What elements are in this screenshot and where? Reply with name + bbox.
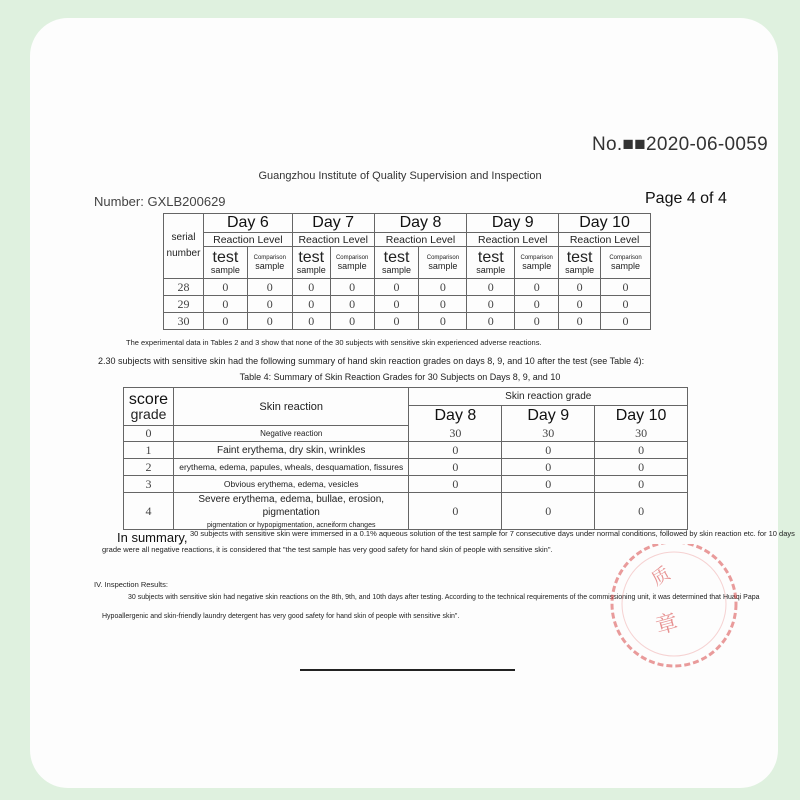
reaction-cell: Faint erythema, dry skin, wrinkles	[173, 442, 409, 459]
value-cell: 0	[292, 279, 330, 296]
reaction-level-header: Reaction Level	[467, 233, 559, 247]
serial-number-header	[164, 214, 204, 279]
value-cell: 0	[247, 296, 292, 313]
sample-label: sample	[565, 265, 595, 275]
sample-label: sample	[476, 265, 506, 275]
comparison-label: Comparison	[335, 254, 369, 261]
grade-cell: 3	[124, 476, 174, 493]
skin-reaction-grade-header: Skin reaction grade	[409, 388, 688, 406]
day-header: Day 7	[292, 214, 374, 233]
reaction-cell: erythema, edema, papules, wheals, desquamation, fissures	[173, 459, 409, 476]
value-cell: 0	[467, 279, 515, 296]
stamp-character: 质	[648, 563, 675, 591]
table-row	[164, 296, 651, 313]
test-sample-header	[467, 247, 515, 279]
value-cell: 0	[203, 296, 247, 313]
day-header: Day 9	[467, 214, 559, 233]
institute-name: Guangzhou Institute of Quality Supervision and Inspection	[258, 170, 542, 182]
serial-cell: 28	[164, 279, 204, 296]
test-label: test	[477, 249, 504, 266]
value-cell: 0	[467, 313, 515, 330]
value-cell: 0	[374, 279, 419, 296]
test-sample-header	[203, 247, 247, 279]
grade-cell: 0	[124, 426, 174, 442]
value-cell: 0	[595, 459, 688, 476]
stamp-character: 章	[653, 609, 681, 640]
value-cell: 0	[515, 313, 559, 330]
value-cell: 0	[409, 459, 502, 476]
reaction-level-header: Reaction Level	[374, 233, 467, 247]
test-sample-header	[292, 247, 330, 279]
day-header: Day 8	[374, 214, 467, 233]
table-row	[124, 476, 688, 493]
comparison-sample-header	[419, 247, 467, 279]
test-sample-header	[374, 247, 419, 279]
value-cell: 0	[409, 442, 502, 459]
inspection-title: IV. Inspection Results:	[94, 580, 168, 589]
comparison-sample-header	[247, 247, 292, 279]
report-number: Number: GXLB200629	[94, 194, 226, 209]
inspection-line-2: Hypoallergenic and skin-friendly laundry detergent has very good safety for hand skin of people with sensitive skin".	[102, 613, 460, 620]
day-header: Day 8	[409, 406, 502, 426]
summary-line-2: grade were all negative reactions, it is considered that "the test sample has very good safety for hand skin of people with sensitive skin".	[102, 545, 553, 554]
table-row	[124, 442, 688, 459]
score-label: score	[128, 391, 169, 408]
test-label: test	[566, 249, 593, 266]
day-header: Day 10	[559, 214, 651, 233]
skin-reaction-header: Skin reaction	[173, 388, 409, 426]
sample-label: sample	[296, 265, 326, 275]
inspection-line-1: 30 subjects with sensitive skin had negative skin reactions on the 8th, 9th, and 10th days after testing. According to the technical requirements of the commissioning unit, it was determined that Huaqi Papa	[128, 594, 760, 601]
value-cell: 0	[419, 313, 467, 330]
daily-reaction-table	[163, 213, 651, 330]
reaction-cell: Obvious erythema, edema, vesicles	[173, 476, 409, 493]
serial-label: serial	[171, 232, 196, 243]
day-header: Day 9	[502, 406, 595, 426]
sample-label: sample	[611, 260, 641, 271]
official-stamp	[596, 544, 746, 694]
value-cell: 0	[595, 493, 688, 530]
value-cell: 0	[330, 279, 374, 296]
value-cell: 0	[409, 493, 502, 530]
day-header: Day 10	[595, 406, 688, 426]
reaction-level-header: Reaction Level	[203, 233, 292, 247]
value-cell: 0	[601, 313, 651, 330]
value-cell: 0	[247, 313, 292, 330]
value-cell: 0	[559, 296, 601, 313]
value-cell: 0	[601, 279, 651, 296]
signature-line	[300, 669, 515, 671]
value-cell: 0	[595, 442, 688, 459]
comparison-sample-header	[515, 247, 559, 279]
comparison-label: Comparison	[520, 254, 553, 261]
value-cell: 30	[595, 426, 688, 442]
document-number: No.■■2020-06-0059	[592, 134, 768, 155]
serial-cell: 30	[164, 313, 204, 330]
value-cell: 0	[374, 313, 419, 330]
value-cell: 0	[330, 296, 374, 313]
value-cell: 0	[502, 459, 595, 476]
test-sample-header	[559, 247, 601, 279]
section-2-text: 2.30 subjects with sensitive skin had the following summary of hand skin reaction grades on days 8, 9, and 10 after the test (see Table 4):	[98, 356, 645, 366]
grade-cell: 4	[124, 493, 174, 530]
grade-label: grade	[130, 406, 167, 422]
reaction-level-header: Reaction Level	[292, 233, 374, 247]
value-cell: 0	[559, 279, 601, 296]
test-label: test	[383, 249, 410, 266]
reaction-level-header: Reaction Level	[559, 233, 651, 247]
value-cell: 0	[595, 476, 688, 493]
comparison-sample-header	[330, 247, 374, 279]
summary-grade-table	[123, 387, 688, 530]
sample-label: sample	[522, 260, 552, 271]
table-4-caption: Table 4: Summary of Skin Reaction Grades for 30 Subjects on Days 8, 9, and 10	[239, 372, 561, 382]
sample-label: sample	[382, 265, 412, 275]
table-row	[164, 279, 651, 296]
grade-cell: 1	[124, 442, 174, 459]
table-row	[124, 493, 688, 530]
table-row	[124, 426, 688, 442]
page-indicator: Page 4 of 4	[645, 190, 727, 207]
value-cell: 0	[409, 476, 502, 493]
value-cell: 0	[292, 296, 330, 313]
day-header: Day 6	[203, 214, 292, 233]
value-cell: 30	[409, 426, 502, 442]
value-cell: 0	[502, 442, 595, 459]
sample-label: sample	[255, 260, 285, 271]
score-grade-header	[124, 388, 174, 426]
reaction-cell: Negative reaction	[173, 426, 409, 442]
table-row	[164, 313, 651, 330]
value-cell: 0	[601, 296, 651, 313]
value-cell: 0	[203, 279, 247, 296]
serial-cell: 29	[164, 296, 204, 313]
comparison-sample-header	[601, 247, 651, 279]
test-label: test	[298, 249, 325, 266]
number-label: number	[166, 248, 201, 259]
reaction-subtext: pigmentation or hypopigmentation, acneiform changes	[206, 522, 376, 529]
value-cell: 30	[502, 426, 595, 442]
summary-lead: In summary,	[117, 530, 188, 545]
test-label: test	[212, 249, 239, 266]
value-cell: 0	[502, 493, 595, 530]
value-cell: 0	[374, 296, 419, 313]
value-cell: 0	[247, 279, 292, 296]
reaction-text: Severe erythema, edema, bullae, erosion, pigmentation	[198, 494, 385, 518]
sample-label: sample	[337, 260, 367, 271]
comparison-label: Comparison	[426, 254, 460, 261]
value-cell: 0	[467, 296, 515, 313]
table-row	[124, 459, 688, 476]
value-cell: 0	[515, 296, 559, 313]
sample-label: sample	[210, 265, 240, 275]
value-cell: 0	[330, 313, 374, 330]
value-cell: 0	[419, 279, 467, 296]
comparison-label: Comparison	[609, 254, 642, 261]
note-adverse-reactions: The experimental data in Tables 2 and 3 show that none of the 30 subjects with sensitive skin experienced adverse reactions.	[126, 338, 542, 347]
value-cell: 0	[559, 313, 601, 330]
value-cell: 0	[502, 476, 595, 493]
value-cell: 0	[419, 296, 467, 313]
value-cell: 0	[292, 313, 330, 330]
grade-cell: 2	[124, 459, 174, 476]
value-cell: 0	[515, 279, 559, 296]
value-cell: 0	[203, 313, 247, 330]
sample-label: sample	[428, 260, 458, 271]
reaction-cell	[173, 493, 409, 530]
comparison-label: Comparison	[253, 254, 286, 261]
summary-line-1: 30 subjects with sensitive skin were immersed in a 0.1% aqueous solution of the test sample for 7 consecutive days under normal conditions, followed by skin reaction etc. for 10 days	[190, 529, 795, 538]
